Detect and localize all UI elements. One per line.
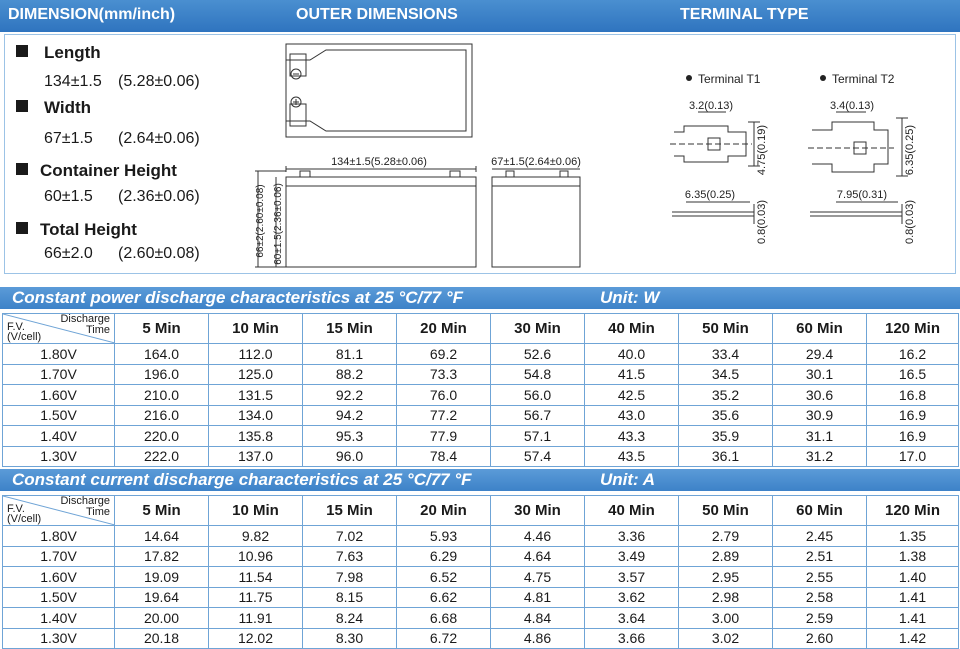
t2-thickness-label: 0.8(0.03) (904, 199, 916, 245)
current-section-title-bar (0, 469, 960, 491)
value-cell: 78.4 (397, 446, 491, 467)
table-row (3, 405, 959, 426)
value-cell: 6.62 (397, 587, 491, 608)
terminal-t1-label: Terminal T1 (698, 72, 761, 86)
final-voltage-cell: 1.30V (3, 446, 115, 467)
value-cell: 4.64 (491, 546, 585, 567)
value-cell: 30.1 (773, 364, 867, 385)
terminal-t1-side-view (672, 202, 754, 224)
value-cell: 222.0 (115, 446, 209, 467)
value-cell: 95.3 (303, 426, 397, 447)
value-cell: 94.2 (303, 405, 397, 426)
value-cell: 4.86 (491, 628, 585, 649)
value-cell: 57.4 (491, 446, 585, 467)
final-voltage-cell: 1.50V (3, 587, 115, 608)
table-row (3, 546, 959, 567)
value-cell: 56.0 (491, 385, 585, 406)
value-cell: 1.41 (867, 587, 959, 608)
value-cell: 135.8 (209, 426, 303, 447)
value-cell: 52.6 (491, 344, 585, 365)
final-voltage-cell: 1.30V (3, 628, 115, 649)
terminal-t2-side-view (810, 202, 902, 224)
value-cell: 16.9 (867, 426, 959, 447)
value-cell: 43.3 (585, 426, 679, 447)
value-cell: 56.7 (491, 405, 585, 426)
value-cell: 7.02 (303, 526, 397, 547)
value-cell: 54.8 (491, 364, 585, 385)
total-in: (2.60±0.08) (118, 245, 200, 262)
terminal-t2-label: Terminal T2 (832, 72, 895, 86)
bullet-square-icon (16, 45, 28, 57)
value-cell: 35.9 (679, 426, 773, 447)
t1-height-label: 4.75(0.19) (756, 124, 768, 176)
total-height-label: 66±2(2.60±0.08) (255, 184, 266, 258)
table-row (3, 364, 959, 385)
width-in: (2.64±0.06) (118, 130, 200, 147)
power-discharge-table (2, 313, 959, 467)
table-row (3, 608, 959, 629)
value-cell: 30.9 (773, 405, 867, 426)
power-unit: Unit: W (600, 288, 660, 307)
value-cell: 35.6 (679, 405, 773, 426)
dimension-header-bar (0, 0, 960, 32)
value-cell: 4.46 (491, 526, 585, 547)
value-cell: 8.24 (303, 608, 397, 629)
column-header: 20 Min (397, 496, 491, 526)
value-cell: 125.0 (209, 364, 303, 385)
value-cell: 1.40 (867, 567, 959, 588)
discharge-time-label: Discharge Time (60, 314, 110, 336)
value-cell: 41.5 (585, 364, 679, 385)
value-cell: 29.4 (773, 344, 867, 365)
value-cell: 137.0 (209, 446, 303, 467)
final-voltage-cell: 1.60V (3, 385, 115, 406)
value-cell: 20.00 (115, 608, 209, 629)
final-voltage-cell: 1.80V (3, 526, 115, 547)
value-cell: 77.2 (397, 405, 491, 426)
terminal-drawings (660, 64, 956, 254)
value-cell: 210.0 (115, 385, 209, 406)
value-cell: 112.0 (209, 344, 303, 365)
t2-length-label: 7.95(0.31) (836, 189, 888, 201)
container-in: (2.36±0.06) (118, 188, 200, 205)
t1-width-label: 3.2(0.13) (688, 100, 734, 112)
value-cell: 43.5 (585, 446, 679, 467)
column-header: 50 Min (679, 496, 773, 526)
column-header: 120 Min (867, 314, 959, 344)
column-header: 20 Min (397, 314, 491, 344)
outer-dimensions-title: OUTER DIMENSIONS (296, 6, 458, 23)
table-corner-cell (3, 496, 115, 526)
value-cell: 216.0 (115, 405, 209, 426)
value-cell: 11.75 (209, 587, 303, 608)
bullet-square-icon (16, 163, 28, 175)
value-cell: 12.02 (209, 628, 303, 649)
final-voltage-cell: 1.40V (3, 426, 115, 447)
value-cell: 3.57 (585, 567, 679, 588)
column-header: 60 Min (773, 496, 867, 526)
value-cell: 11.91 (209, 608, 303, 629)
value-cell: 34.5 (679, 364, 773, 385)
column-header: 10 Min (209, 314, 303, 344)
battery-front-view (255, 166, 476, 267)
table-row (3, 446, 959, 467)
value-cell: 36.1 (679, 446, 773, 467)
side-width-label: 67±1.5(2.64±0.06) (491, 156, 581, 168)
container-height-label: 60±1.5(2.36±0.06) (273, 183, 284, 265)
table-header-row (3, 496, 959, 526)
width-heading: Width (16, 98, 91, 118)
value-cell: 3.00 (679, 608, 773, 629)
column-header: 5 Min (115, 314, 209, 344)
table-row (3, 526, 959, 547)
value-cell: 2.98 (679, 587, 773, 608)
value-cell: 33.4 (679, 344, 773, 365)
value-cell: 134.0 (209, 405, 303, 426)
container-height-heading: Container Height (16, 161, 177, 181)
power-section-title-bar (0, 287, 960, 309)
value-cell: 88.2 (303, 364, 397, 385)
column-header: 15 Min (303, 496, 397, 526)
discharge-time-label: Discharge Time (60, 496, 110, 518)
value-cell: 16.5 (867, 364, 959, 385)
final-voltage-cell: 1.50V (3, 405, 115, 426)
current-section-title: Constant current discharge characteristics at 25 °C/77 °F (12, 470, 472, 489)
value-cell: 4.84 (491, 608, 585, 629)
final-voltage-cell: 1.40V (3, 608, 115, 629)
column-header: 40 Min (585, 496, 679, 526)
width-mm: 67±1.5 (44, 130, 93, 147)
battery-top-view (286, 44, 472, 137)
value-cell: 30.6 (773, 385, 867, 406)
value-cell: 92.2 (303, 385, 397, 406)
value-cell: 1.41 (867, 608, 959, 629)
outer-dimensions-drawing (250, 38, 590, 274)
power-section-title: Constant power discharge characteristics at 25 °C/77 °F (12, 288, 464, 307)
t1-length-label: 6.35(0.25) (684, 189, 736, 201)
current-unit: Unit: A (600, 470, 656, 489)
value-cell: 2.55 (773, 567, 867, 588)
table-header-row (3, 314, 959, 344)
total-mm: 66±2.0 (44, 245, 93, 262)
length-in: (5.28±0.06) (118, 73, 200, 90)
table-row (3, 587, 959, 608)
value-cell: 2.79 (679, 526, 773, 547)
value-cell: 4.81 (491, 587, 585, 608)
value-cell: 2.95 (679, 567, 773, 588)
value-cell: 81.1 (303, 344, 397, 365)
t2-width-label: 3.4(0.13) (829, 100, 875, 112)
value-cell: 220.0 (115, 426, 209, 447)
final-voltage-cell: 1.60V (3, 567, 115, 588)
value-cell: 31.2 (773, 446, 867, 467)
value-cell: 35.2 (679, 385, 773, 406)
value-cell: 1.38 (867, 546, 959, 567)
current-discharge-table (2, 495, 959, 649)
value-cell: 31.1 (773, 426, 867, 447)
bullet-square-icon (16, 100, 28, 112)
column-header: 10 Min (209, 496, 303, 526)
value-cell: 20.18 (115, 628, 209, 649)
terminal-t1-top-view (670, 112, 760, 166)
value-cell: 76.0 (397, 385, 491, 406)
column-header: 30 Min (491, 314, 585, 344)
final-voltage-label: F.V. (V/cell) (7, 503, 42, 525)
value-cell: 3.02 (679, 628, 773, 649)
value-cell: 4.75 (491, 567, 585, 588)
column-header: 5 Min (115, 496, 209, 526)
value-cell: 77.9 (397, 426, 491, 447)
terminal-type-title: TERMINAL TYPE (680, 6, 809, 23)
column-header: 60 Min (773, 314, 867, 344)
value-cell: 164.0 (115, 344, 209, 365)
final-voltage-cell: 1.70V (3, 546, 115, 567)
value-cell: 3.36 (585, 526, 679, 547)
value-cell: 96.0 (303, 446, 397, 467)
bullet-square-icon (16, 222, 28, 234)
value-cell: 3.66 (585, 628, 679, 649)
value-cell: 7.98 (303, 567, 397, 588)
value-cell: 3.62 (585, 587, 679, 608)
value-cell: 17.0 (867, 446, 959, 467)
value-cell: 3.49 (585, 546, 679, 567)
value-cell: 2.45 (773, 526, 867, 547)
value-cell: 43.0 (585, 405, 679, 426)
value-cell: 14.64 (115, 526, 209, 547)
value-cell: 42.5 (585, 385, 679, 406)
value-cell: 19.64 (115, 587, 209, 608)
value-cell: 57.1 (491, 426, 585, 447)
bullet-dot-icon (820, 75, 826, 81)
value-cell: 6.52 (397, 567, 491, 588)
value-cell: 6.29 (397, 546, 491, 567)
column-header: 120 Min (867, 496, 959, 526)
value-cell: 16.8 (867, 385, 959, 406)
value-cell: 6.72 (397, 628, 491, 649)
value-cell: 16.2 (867, 344, 959, 365)
value-cell: 2.58 (773, 587, 867, 608)
length-mm: 134±1.5 (44, 73, 102, 90)
value-cell: 69.2 (397, 344, 491, 365)
final-voltage-cell: 1.70V (3, 364, 115, 385)
battery-side-view (492, 169, 580, 267)
final-voltage-label: F.V. (V/cell) (7, 321, 42, 343)
column-header: 40 Min (585, 314, 679, 344)
column-header: 50 Min (679, 314, 773, 344)
value-cell: 5.93 (397, 526, 491, 547)
value-cell: 1.35 (867, 526, 959, 547)
table-row (3, 344, 959, 365)
value-cell: 11.54 (209, 567, 303, 588)
dimension-title: DIMENSION(mm/inch) (8, 6, 176, 23)
t2-height-label: 6.35(0.25) (904, 124, 916, 176)
table-corner-cell (3, 314, 115, 344)
container-mm: 60±1.5 (44, 188, 93, 205)
value-cell: 8.15 (303, 587, 397, 608)
table-row (3, 567, 959, 588)
value-cell: 16.9 (867, 405, 959, 426)
value-cell: 40.0 (585, 344, 679, 365)
value-cell: 2.59 (773, 608, 867, 629)
value-cell: 9.82 (209, 526, 303, 547)
front-length-label: 134±1.5(5.28±0.06) (331, 156, 427, 168)
value-cell: 1.42 (867, 628, 959, 649)
value-cell: 17.82 (115, 546, 209, 567)
value-cell: 7.63 (303, 546, 397, 567)
value-cell: 2.89 (679, 546, 773, 567)
total-height-heading: Total Height (16, 220, 137, 240)
value-cell: 131.5 (209, 385, 303, 406)
table-row (3, 385, 959, 406)
value-cell: 6.68 (397, 608, 491, 629)
column-header: 30 Min (491, 496, 585, 526)
value-cell: 10.96 (209, 546, 303, 567)
column-header: 15 Min (303, 314, 397, 344)
table-row (3, 426, 959, 447)
value-cell: 2.60 (773, 628, 867, 649)
final-voltage-cell: 1.80V (3, 344, 115, 365)
length-heading: Length (16, 43, 101, 63)
value-cell: 19.09 (115, 567, 209, 588)
table-row (3, 628, 959, 649)
value-cell: 3.64 (585, 608, 679, 629)
value-cell: 8.30 (303, 628, 397, 649)
value-cell: 2.51 (773, 546, 867, 567)
value-cell: 196.0 (115, 364, 209, 385)
bullet-dot-icon (686, 75, 692, 81)
value-cell: 73.3 (397, 364, 491, 385)
t1-thickness-label: 0.8(0.03) (756, 199, 768, 245)
terminal-t2-top-view (808, 112, 908, 176)
